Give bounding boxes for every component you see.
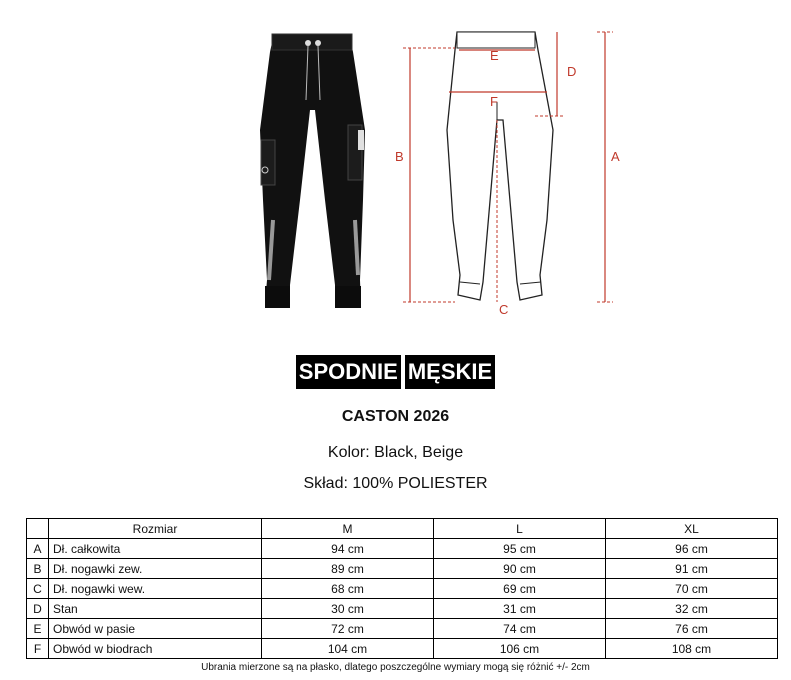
header-size-l: L xyxy=(434,519,606,539)
dimension-label-c: C xyxy=(499,302,509,317)
row-label: Dł. całkowita xyxy=(49,539,262,559)
header-rozmiar: Rozmiar xyxy=(49,519,262,539)
row-value-l: 31 cm xyxy=(434,599,606,619)
table-row xyxy=(27,559,778,579)
row-value-xl: 108 cm xyxy=(606,639,778,659)
row-letter: B xyxy=(27,559,49,579)
row-value-xl: 76 cm xyxy=(606,619,778,639)
row-value-m: 68 cm xyxy=(262,579,434,599)
table-header-row xyxy=(27,519,778,539)
table-row xyxy=(27,599,778,619)
table-row xyxy=(27,639,778,659)
row-label: Obwód w pasie xyxy=(49,619,262,639)
dimension-label-a: A xyxy=(611,149,620,164)
table-row xyxy=(27,579,778,599)
row-value-m: 94 cm xyxy=(262,539,434,559)
row-letter: E xyxy=(27,619,49,639)
row-label: Dł. nogawki wew. xyxy=(49,579,262,599)
dimension-label-b: B xyxy=(395,149,404,164)
row-label: Stan xyxy=(49,599,262,619)
title-word-2: MĘSKIE xyxy=(405,355,495,389)
header-size-m: M xyxy=(262,519,434,539)
row-value-l: 69 cm xyxy=(434,579,606,599)
dimension-label-d: D xyxy=(567,64,577,79)
row-value-l: 74 cm xyxy=(434,619,606,639)
color-text: Kolor: Black, Beige xyxy=(327,444,464,461)
technical-drawing xyxy=(385,20,645,320)
row-value-l: 95 cm xyxy=(434,539,606,559)
row-value-xl: 91 cm xyxy=(606,559,778,579)
row-value-m: 72 cm xyxy=(262,619,434,639)
row-value-l: 90 cm xyxy=(434,559,606,579)
row-letter: F xyxy=(27,639,49,659)
row-value-m: 30 cm xyxy=(262,599,434,619)
size-table xyxy=(26,518,778,659)
row-value-l: 106 cm xyxy=(434,639,606,659)
row-value-xl: 32 cm xyxy=(606,599,778,619)
material-text: Skład: 100% POLIESTER xyxy=(303,475,488,492)
model-name: CASTON 2026 xyxy=(341,408,450,425)
dimension-label-f: F xyxy=(490,94,498,109)
row-value-m: 89 cm xyxy=(262,559,434,579)
row-value-m: 104 cm xyxy=(262,639,434,659)
row-letter: D xyxy=(27,599,49,619)
row-value-xl: 96 cm xyxy=(606,539,778,559)
table-row xyxy=(27,619,778,639)
product-figure xyxy=(0,0,791,330)
page-title xyxy=(0,355,791,389)
row-letter: A xyxy=(27,539,49,559)
row-letter: C xyxy=(27,579,49,599)
title-word-1: SPODNIE xyxy=(296,355,401,389)
dimension-label-e: E xyxy=(490,48,499,63)
header-blank xyxy=(27,519,49,539)
row-label: Obwód w biodrach xyxy=(49,639,262,659)
header-size-xl: XL xyxy=(606,519,778,539)
row-label: Dł. nogawki zew. xyxy=(49,559,262,579)
table-row xyxy=(27,539,778,559)
row-value-xl: 70 cm xyxy=(606,579,778,599)
pants-photo xyxy=(255,30,370,315)
measurement-footnote: Ubrania mierzone są na płasko, dlatego poszczególne wymiary mogą się różnić +/- 2cm xyxy=(201,662,590,673)
